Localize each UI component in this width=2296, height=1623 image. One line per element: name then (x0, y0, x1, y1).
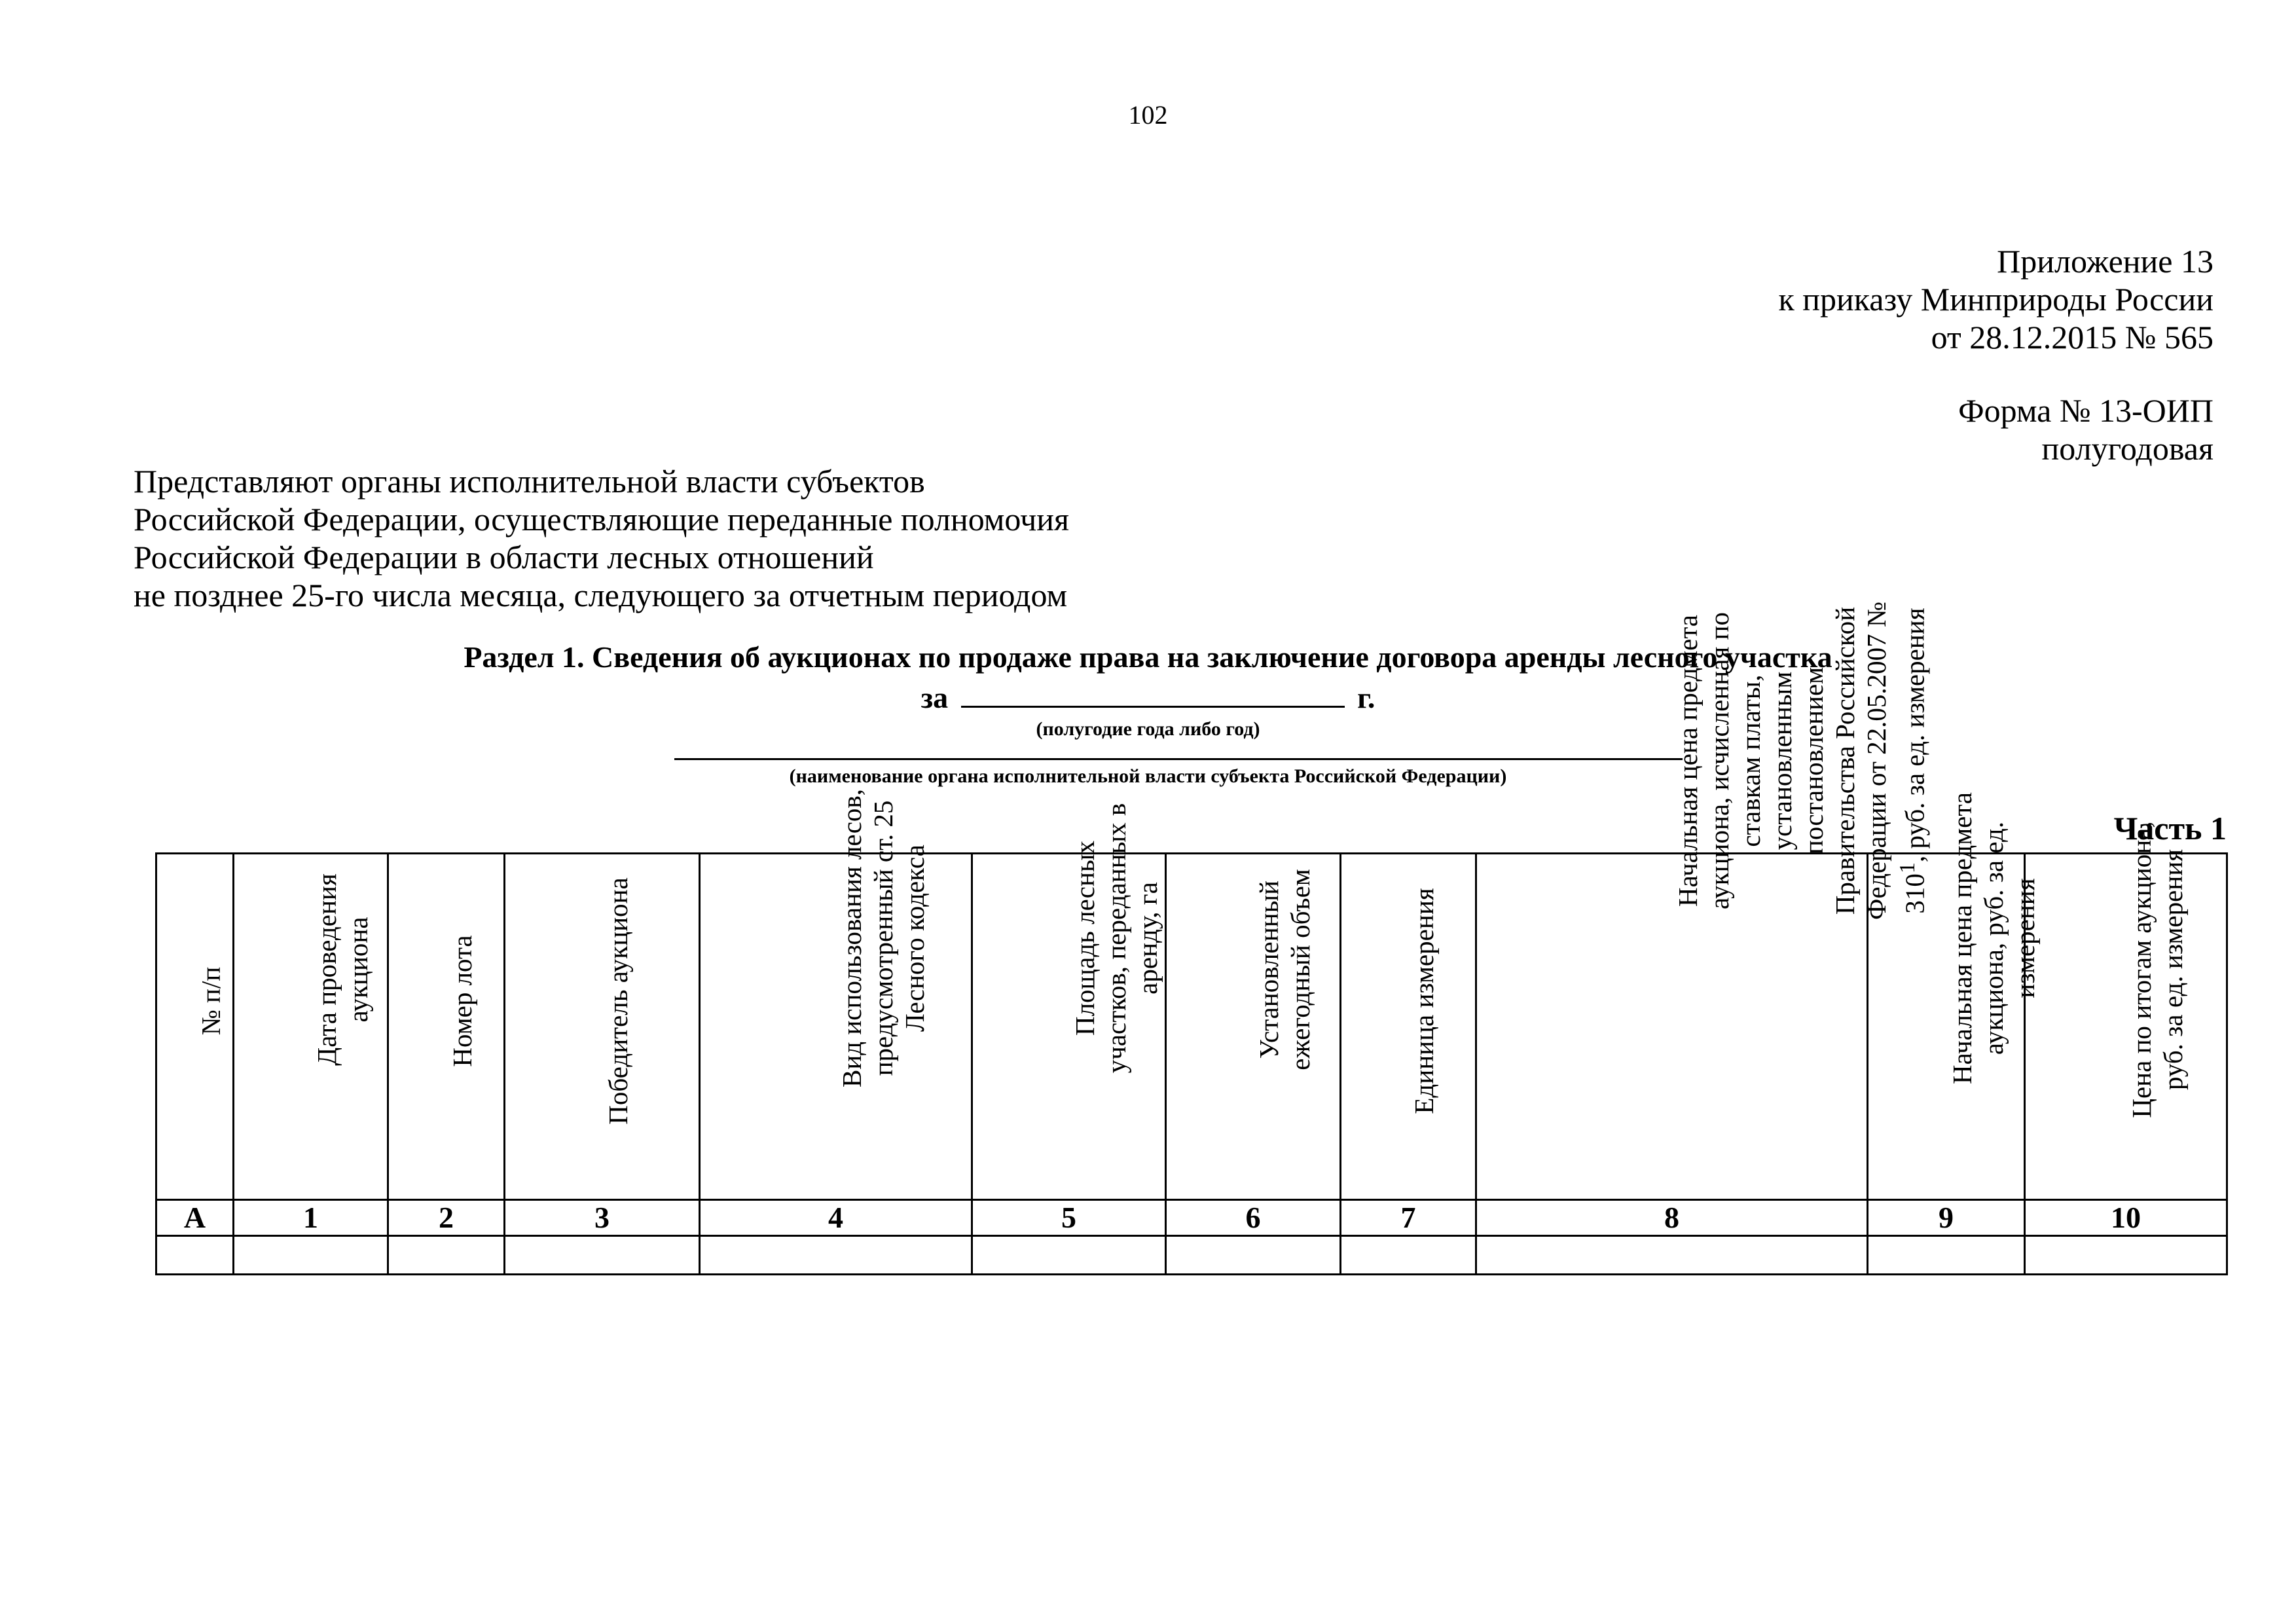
header-text-tail: , руб. за ед. измерения (1899, 608, 1930, 863)
column-number: А (156, 1200, 234, 1236)
submitters-line: Российской Федерации, осуществляющие переданные полномочия (134, 501, 1070, 538)
empty-cell[interactable] (972, 1236, 1166, 1275)
period-blank-field[interactable] (961, 680, 1345, 708)
header-text: Победитель аукциона (602, 877, 633, 1125)
empty-cell[interactable] (234, 1236, 388, 1275)
header-cell-unit (1341, 854, 1476, 1200)
column-number: 1 (234, 1200, 388, 1236)
appendix-line-2: к приказу Минприроды России (1778, 281, 2214, 318)
header-text: Цена по итогам аукциона, руб. за ед. измерения (2126, 821, 2188, 1118)
part-label: Часть 1 (2113, 810, 2227, 847)
appendix-block (1778, 242, 2214, 356)
submitters-line: Российской Федерации в области лесных отношений (134, 539, 874, 575)
header-cell-initial-price (1868, 792, 2040, 1200)
submitters-line: не позднее 25-го числа месяца, следующего за отчетным периодом (134, 577, 1068, 613)
period-line (0, 680, 2296, 716)
submitters-line: Представляют органы исполнительной власти субъектов (134, 463, 925, 500)
table-header-row (156, 854, 2227, 1200)
header-text: № п/п (195, 966, 226, 1036)
period-note: (полугодие года либо год) (1036, 718, 1260, 740)
column-number: 9 (1868, 1200, 2025, 1236)
header-text: Номер лота (446, 935, 477, 1067)
header-text: Вид использования лесов, предусмотренный ст. 25 Лесного кодекса (836, 788, 930, 1088)
empty-cell[interactable] (388, 1236, 505, 1275)
column-number: 4 (700, 1200, 972, 1236)
header-cell-area (972, 803, 1166, 1200)
header-text: Начальная цена предмета аукциона, руб. за ед. измерения (1946, 792, 2040, 1084)
empty-cell[interactable] (156, 1236, 234, 1275)
form-periodicity: полугодовая (2041, 430, 2214, 467)
form-block (1958, 392, 2214, 467)
header-text: Площадь лесных участков, переданных в аренду, га (1069, 803, 1163, 1074)
table-row (156, 1236, 2227, 1275)
footnote-mark: 1 (1895, 862, 1920, 874)
page-number: 102 (1128, 100, 1168, 130)
header-text: Единица измерения (1409, 888, 1439, 1114)
header-cell-auction-date (234, 854, 388, 1200)
column-number: 3 (505, 1200, 700, 1236)
appendix-line-1: Приложение 13 (1997, 243, 2214, 280)
appendix-line-3: от 28.12.2015 № 565 (1931, 319, 2214, 356)
header-text: Дата проведения аукциона (311, 873, 373, 1066)
period-prefix: за (920, 681, 949, 714)
authority-blank-field[interactable] (674, 758, 1683, 760)
header-cell-row-number (156, 854, 234, 1200)
empty-cell[interactable] (2025, 1236, 2227, 1275)
empty-cell[interactable] (1476, 1236, 1868, 1275)
empty-cell[interactable] (700, 1236, 972, 1275)
column-number: 10 (2025, 1200, 2227, 1236)
authority-note: (наименование органа исполнительной власти субъекта Российской Федерации) (789, 765, 1507, 787)
empty-cell[interactable] (1166, 1236, 1341, 1275)
period-suffix: г. (1357, 681, 1376, 714)
column-number: 8 (1476, 1200, 1868, 1236)
header-cell-winner (505, 854, 700, 1200)
header-cell-forest-use-type (700, 788, 972, 1200)
column-number: 6 (1166, 1200, 1341, 1236)
header-cell-annual-volume (1166, 854, 1341, 1200)
empty-cell[interactable] (505, 1236, 700, 1275)
header-text: Установленный ежегодный объем (1254, 869, 1315, 1070)
form-number: Форма № 13-ОИП (1958, 392, 2214, 429)
header-cell-initial-price-rates (1476, 602, 1930, 1200)
header-cell-lot-number (388, 854, 505, 1200)
column-number-row (156, 1200, 2227, 1236)
section-title: Раздел 1. Сведения об аукционах по продаже права на заключение договора аренды лесного участка (464, 640, 1832, 674)
empty-cell[interactable] (1868, 1236, 2025, 1275)
submitters-block (134, 462, 1069, 614)
column-number: 7 (1341, 1200, 1476, 1236)
empty-cell[interactable] (1341, 1236, 1476, 1275)
column-number: 2 (388, 1200, 505, 1236)
column-number: 5 (972, 1200, 1166, 1236)
header-text-main: Начальная цена предмета аукциона, исчисленная по ставкам платы, установленным постановлением Правительства Российской Федерации от 22.05.2007 № 310 (1672, 602, 1930, 921)
